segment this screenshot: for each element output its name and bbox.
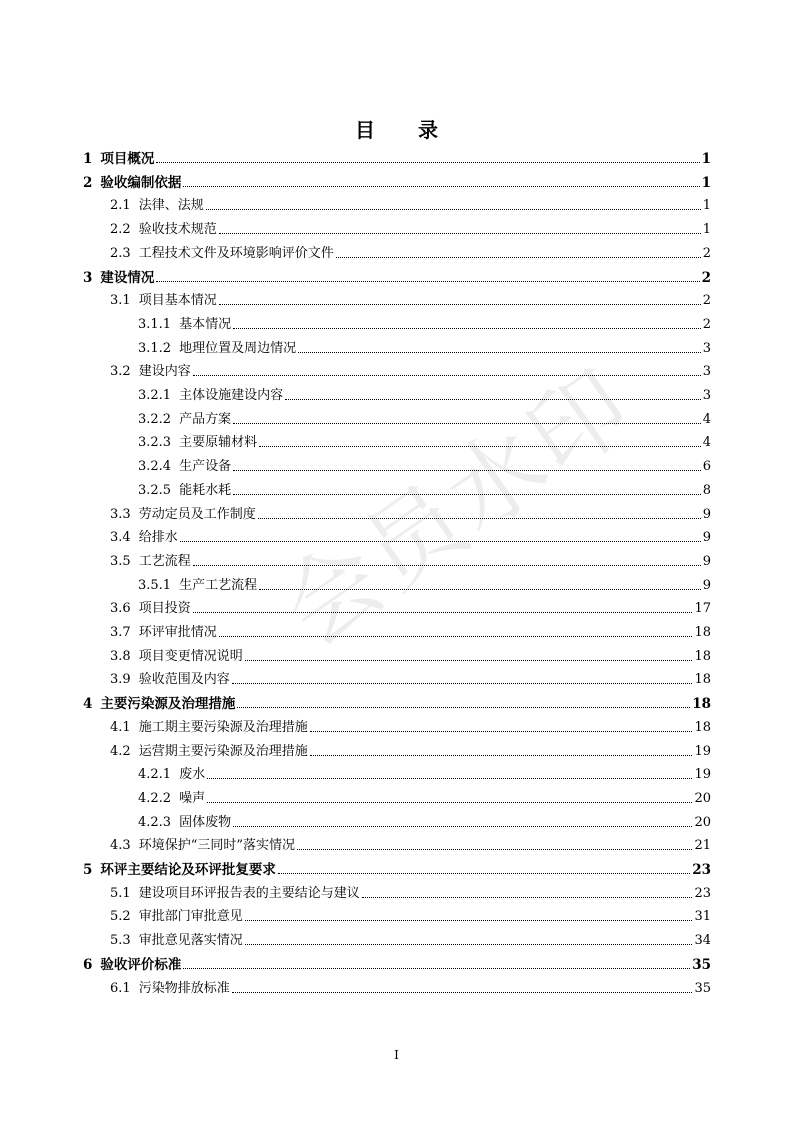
toc-entry-label: 主要污染源及治理措施 (100, 696, 236, 713)
toc-entry-page: 23 (692, 862, 711, 878)
toc-entry-page: 2 (702, 245, 711, 261)
toc-entry-page: 18 (694, 625, 711, 640)
toc-entry-number: 3.9 (110, 672, 131, 688)
toc-entry-page: 19 (694, 743, 711, 759)
toc-entry-page: 2 (701, 269, 711, 286)
dot-leader (298, 352, 701, 353)
toc-entry-label: 建设项目环评报告表的主要结论与建议 (138, 885, 360, 901)
toc-entry-label: 工艺流程 (138, 553, 191, 569)
toc-entry-page: 1 (702, 198, 711, 214)
toc-entry-number: 4.2.1 (138, 767, 172, 783)
toc-entry-number: 6.1 (110, 980, 131, 996)
toc-entry[interactable] (110, 643, 711, 665)
toc-entry-label: 验收评价标准 (100, 956, 182, 973)
dot-leader (193, 375, 701, 376)
toc-entry[interactable] (138, 809, 711, 831)
toc-entry-number: 5.3 (110, 933, 131, 949)
toc-entry-number: 5.1 (110, 885, 131, 901)
toc-entry[interactable] (110, 501, 711, 523)
toc-entry-page: 18 (694, 672, 711, 688)
toc-entry-label: 项目变更情况说明 (138, 648, 243, 664)
toc-entry-number: 2.1 (110, 198, 131, 214)
toc-entry-page: 34 (694, 933, 711, 949)
toc-entry-number: 2.2 (110, 222, 131, 238)
toc-entry-page: 18 (694, 719, 711, 735)
dot-leader (232, 992, 693, 993)
toc-entry-number: 4.2 (110, 743, 131, 759)
toc-entry-number: 3.2.5 (138, 482, 172, 498)
toc-entry-number: 4.2.3 (138, 814, 172, 830)
toc-entry-page: 19 (694, 767, 711, 783)
toc-entry-number: 4.2.2 (138, 790, 172, 806)
toc-entry-page: 6 (702, 459, 711, 475)
toc-entry-page: 3 (702, 388, 711, 403)
toc-entry[interactable] (83, 145, 711, 167)
toc-entry-page: 8 (702, 482, 711, 498)
toc-entry-number: 6 (83, 956, 93, 973)
toc-entry-number: 4 (83, 696, 93, 713)
toc-entry-page: 35 (692, 956, 711, 973)
toc-entry[interactable] (138, 406, 711, 428)
toc-entry-number: 2.3 (110, 245, 131, 261)
toc-entry-label: 生产设备 (179, 459, 232, 475)
toc-entry-number: 3.2.2 (138, 411, 172, 427)
toc-entry-label: 项目概况 (100, 151, 155, 167)
dot-leader (207, 802, 692, 803)
toc-entry[interactable] (138, 477, 711, 499)
toc-entry[interactable] (110, 738, 711, 760)
toc-entry-page: 2 (702, 316, 711, 332)
dot-leader (259, 589, 701, 590)
dot-leader (156, 281, 699, 282)
toc-entry[interactable] (138, 382, 711, 404)
toc-entry-page: 18 (694, 648, 711, 664)
dot-leader (233, 470, 701, 471)
dot-leader (245, 944, 693, 945)
toc-entry[interactable] (110, 927, 711, 949)
toc-entry[interactable] (110, 240, 711, 262)
dot-leader (180, 541, 701, 542)
toc-entry-number: 3.2.1 (138, 388, 172, 403)
toc-entry[interactable] (83, 169, 711, 191)
toc-entry-label: 项目基本情况 (138, 293, 217, 309)
toc-entry-label: 环评审批情况 (138, 625, 217, 640)
dot-leader (193, 565, 701, 566)
toc-entry-label: 环评主要结论及环评批复要求 (100, 862, 276, 878)
toc-entry-page: 17 (694, 601, 711, 617)
toc-entry[interactable] (138, 311, 711, 333)
toc-entry[interactable] (138, 572, 711, 594)
dot-leader (193, 612, 693, 613)
dot-leader (336, 257, 701, 258)
page-number: I (394, 1048, 399, 1062)
toc-entry-page: 9 (702, 506, 711, 522)
dot-leader (183, 968, 690, 969)
dot-leader (219, 304, 701, 305)
toc-entry-number: 3.5.1 (138, 577, 172, 593)
toc-entry-label: 运营期主要污染源及治理措施 (138, 743, 308, 759)
toc-entry-page: 4 (702, 411, 711, 427)
dot-leader (232, 683, 693, 684)
toc-entry-label: 验收编制依据 (100, 174, 182, 191)
toc-entry[interactable] (138, 335, 711, 357)
toc-entry-page: 3 (702, 340, 711, 356)
toc-entry[interactable] (138, 761, 711, 783)
toc-entry[interactable] (138, 453, 711, 475)
toc-entry[interactable] (110, 548, 711, 570)
dot-leader (233, 826, 692, 827)
dot-leader (310, 755, 693, 756)
toc-entry-label: 主体设施建设内容 (179, 388, 284, 403)
toc-entry-label: 审批部门审批意见 (138, 909, 243, 925)
dot-leader (206, 209, 701, 210)
toc-entry[interactable] (110, 524, 711, 546)
toc-entry-number: 3.8 (110, 648, 131, 664)
toc-entry-page: 4 (702, 435, 711, 451)
dot-leader (278, 873, 690, 874)
toc-entry-page: 1 (701, 174, 711, 191)
toc-entry[interactable] (110, 595, 711, 617)
toc-entry[interactable] (110, 192, 711, 214)
toc-entry-number: 4.1 (110, 719, 131, 735)
toc-entry-number: 2 (83, 174, 93, 191)
toc-entry-number: 3.2 (110, 364, 131, 380)
toc-entry[interactable] (83, 856, 711, 878)
dot-leader (237, 707, 690, 708)
toc-entry-label: 建设内容 (138, 364, 191, 380)
toc-entry-page: 9 (702, 530, 711, 546)
toc-entry[interactable] (110, 714, 711, 736)
dot-leader (362, 897, 693, 898)
toc-entry-number: 3.5 (110, 553, 131, 569)
toc-entry[interactable] (110, 216, 711, 238)
toc-entry[interactable] (110, 903, 711, 925)
toc-entry-page: 1 (702, 222, 711, 238)
toc-entry[interactable] (83, 690, 711, 712)
toc-entry-label: 产品方案 (179, 411, 232, 427)
dot-leader (259, 446, 701, 447)
dot-leader (245, 660, 693, 661)
toc-entry-label: 给排水 (138, 530, 178, 546)
watermark: 会员水印 (261, 346, 654, 669)
toc-entry-number: 5 (83, 862, 93, 878)
toc-entry-page: 18 (692, 696, 711, 713)
toc-entry-number: 3 (83, 269, 93, 286)
dot-leader (233, 494, 701, 495)
toc-entry-page: 23 (694, 885, 711, 901)
toc-entry-label: 施工期主要污染源及治理措施 (138, 719, 308, 735)
dot-leader (258, 518, 701, 519)
toc-entry[interactable] (110, 880, 711, 902)
toc-entry-page: 21 (694, 838, 711, 854)
toc-entry-number: 3.1.1 (138, 316, 172, 332)
toc-entry[interactable] (110, 619, 711, 641)
dot-leader (233, 423, 701, 424)
toc-entry-page: 20 (694, 790, 711, 806)
toc-entry[interactable] (110, 832, 711, 854)
toc-entry-number: 3.6 (110, 601, 131, 617)
toc-entry-label: 验收范围及内容 (138, 672, 230, 688)
toc-entry-page: 2 (702, 293, 711, 309)
toc-entry-number: 5.2 (110, 909, 131, 925)
dot-leader (297, 849, 692, 850)
toc-entry-number: 3.2.4 (138, 459, 172, 475)
toc-entry-label: 法律、法规 (138, 198, 204, 214)
toc-entry-label: 能耗水耗 (179, 482, 232, 498)
toc-entry-number: 1 (83, 151, 93, 167)
toc-entry-label: 环境保护“三同时”落实情况 (138, 838, 295, 854)
toc-entry[interactable] (83, 951, 711, 973)
toc-entry-label: 污染物排放标准 (138, 980, 230, 996)
toc-entry-page: 9 (702, 553, 711, 569)
toc-entry-page: 20 (694, 814, 711, 830)
toc-entry-number: 3.2.3 (138, 435, 172, 451)
toc-entry-page: 31 (694, 909, 711, 925)
toc-title: 目 录 (355, 118, 456, 142)
toc-entry-label: 固体废物 (179, 814, 232, 830)
toc-entry-label: 劳动定员及工作制度 (138, 506, 256, 522)
toc-entry-number: 3.7 (110, 625, 131, 640)
toc-entry[interactable] (110, 975, 711, 997)
toc-entry[interactable] (138, 429, 711, 451)
toc-entry[interactable] (138, 785, 711, 807)
toc-entry-page: 1 (701, 151, 711, 167)
toc-entry-label: 项目投资 (138, 601, 191, 617)
dot-leader (219, 636, 693, 637)
toc-entry-label: 审批意见落实情况 (138, 933, 243, 949)
toc-entry-page: 35 (694, 980, 711, 996)
toc-entry-number: 4.3 (110, 838, 131, 854)
toc-entry[interactable] (110, 666, 711, 688)
toc-entry-number: 3.1 (110, 293, 131, 309)
dot-leader (310, 731, 693, 732)
dot-leader (233, 328, 701, 329)
dot-leader (219, 233, 701, 234)
dot-leader (207, 778, 692, 779)
toc-entry-label: 验收技术规范 (138, 222, 217, 238)
toc-entry-label: 工程技术文件及环境影响评价文件 (138, 245, 334, 261)
toc-entry[interactable] (110, 287, 711, 309)
toc-entry-number: 3.1.2 (138, 340, 172, 356)
toc-entry-number: 3.3 (110, 506, 131, 522)
toc-entry[interactable] (83, 264, 711, 286)
toc-entry-number: 3.4 (110, 530, 131, 546)
toc-entry[interactable] (110, 358, 711, 380)
toc-entry-label: 建设情况 (100, 269, 155, 286)
dot-leader (156, 162, 699, 163)
toc-entry-label: 噪声 (179, 790, 206, 806)
toc-entry-page: 3 (702, 364, 711, 380)
toc-entry-label: 基本情况 (179, 316, 232, 332)
dot-leader (285, 399, 701, 400)
toc-entry-label: 废水 (179, 767, 206, 783)
toc-entry-page: 9 (702, 577, 711, 593)
dot-leader (183, 186, 699, 187)
toc-entry-label: 主要原辅材料 (179, 435, 258, 451)
toc-entry-label: 地理位置及周边情况 (179, 340, 297, 356)
dot-leader (245, 920, 693, 921)
toc-entry-label: 生产工艺流程 (179, 577, 258, 593)
